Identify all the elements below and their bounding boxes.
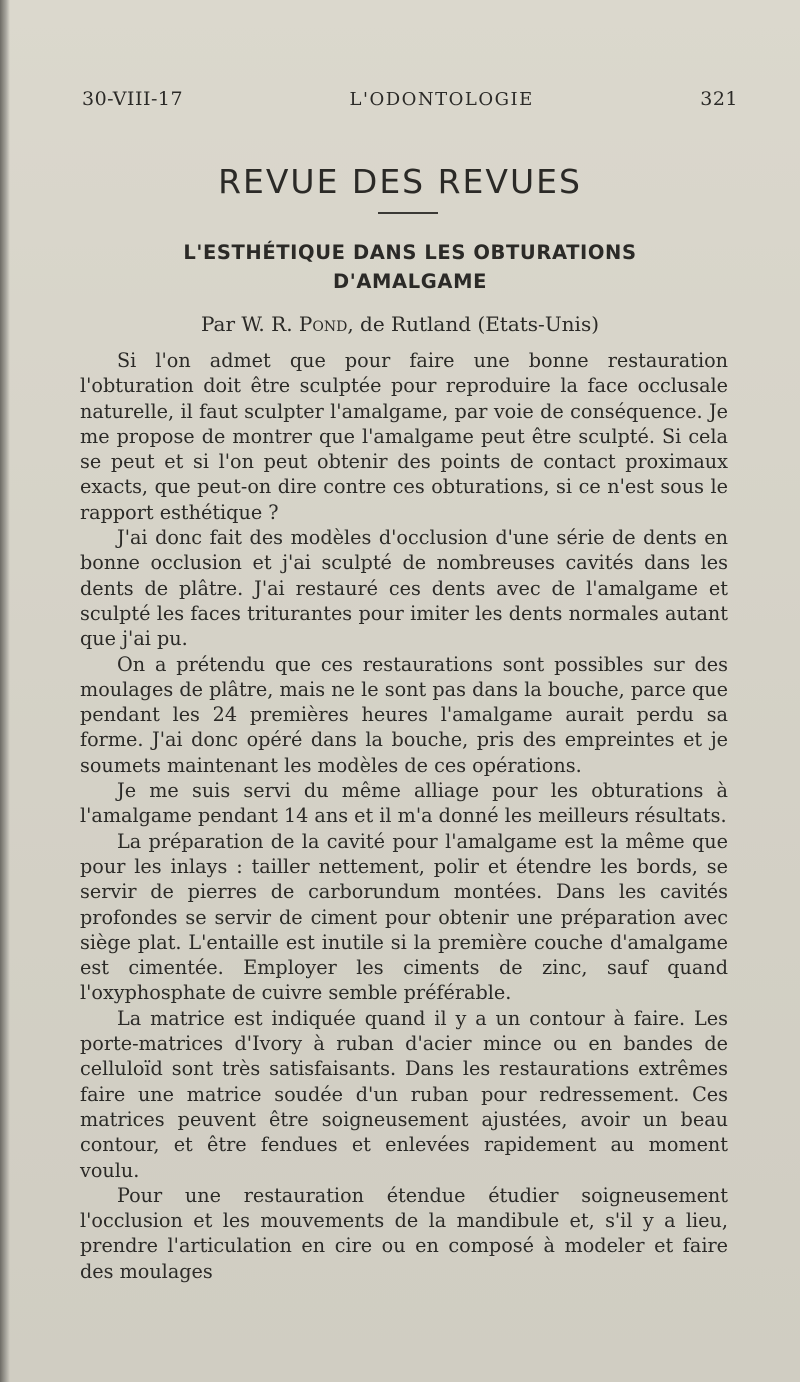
paragraph: Je me suis servi du même alliage pour les obturations à l'amalgame pendant 14 ans et il m'a donné les meilleurs résultats. — [80, 779, 728, 828]
page-number: 321 — [700, 88, 738, 110]
byline-prefix: Par W. R. — [200, 312, 293, 336]
issue-date: 30-VIII-17 — [82, 88, 184, 110]
article-title — [90, 238, 730, 296]
paragraph: La matrice est indiquée quand il y a un contour à faire. Les porte-matrices d'Ivory à ruban d'acier mince ou en bandes de celluloïd sont très satisfaisants. Dans les restaurations extrêmes faire une matrice soudée d'un ruban pour redressement. Ces matrices peuvent être soigneusement ajustées, avoir un beau contour, et être fendues et enlevées rapidement au moment voulu. — [80, 1006, 728, 1182]
page-edge-shadow — [0, 0, 10, 1382]
byline-suffix: , de Rutland (Etats-Unis) — [347, 312, 600, 336]
title-rule — [378, 212, 438, 214]
paragraph: Si l'on admet que pour faire une bonne restauration l'obturation doit être sculptée pour reproduire la face occlusale naturelle, il faut sculpter l'amalgame, par voie de conséquence. Je me propose de montrer que l'amalgame peut être sculpté. Si cela se peut et si l'on peut obtenir des points de contact proximaux exacts, que peut-on dire contre ces obturations, si ce n'est sous le rapport esthétique ? — [80, 349, 728, 524]
paragraph: Pour une restauration étendue étudier soigneusement l'occlusion et les mouvements de la mandibule et, s'il y a lieu, prendre l'articulation en cire ou en composé à modeler et faire des moulages — [80, 1183, 728, 1283]
article-title-line-1: L'ESTHÉTIQUE DANS LES OBTURATIONS — [183, 241, 637, 264]
byline — [0, 312, 800, 336]
running-header — [82, 88, 738, 122]
paragraph: On a prétendu que ces restaurations sont possibles sur des moulages de plâtre, mais ne le sont pas dans la bouche, parce que pendant les 24 premières heures l'amalgame aurait perdu sa forme. J'ai donc opéré dans la bouche, pris des empreintes et je soumets maintenant les modèles de ces opérations. — [80, 652, 728, 777]
journal-name: L'ODONTOLOGIE — [349, 89, 534, 110]
paragraph: La préparation de la cavité pour l'amalgame est la même que pour les inlays : tailler nettement, polir et étendre les bords, se servir de pierres de carborundum montées. Dans les cavités profondes se servir de ciment pour obtenir une préparation avec siège plat. L'entaille est inutile si la première couche d'amalgame est cimentée. Employer les ciments de zinc, sauf quand l'oxyphosphate de cuivre semble préférable. — [80, 829, 728, 1005]
paragraph: J'ai donc fait des modèles d'occlusion d'une série de dents en bonne occlusion et j'ai sculpté de nombreuses cavités dans les dents de plâtre. J'ai restauré ces dents avec de l'amalgame et sculpté les faces triturantes pour imiter les dents normales autant que j'ai pu. — [80, 526, 728, 651]
section-title: REVUE DES REVUES — [218, 162, 582, 201]
author-name: Pond — [298, 312, 348, 336]
article-body — [80, 348, 728, 1284]
article-title-line-2: D'AMALGAME — [333, 270, 487, 293]
